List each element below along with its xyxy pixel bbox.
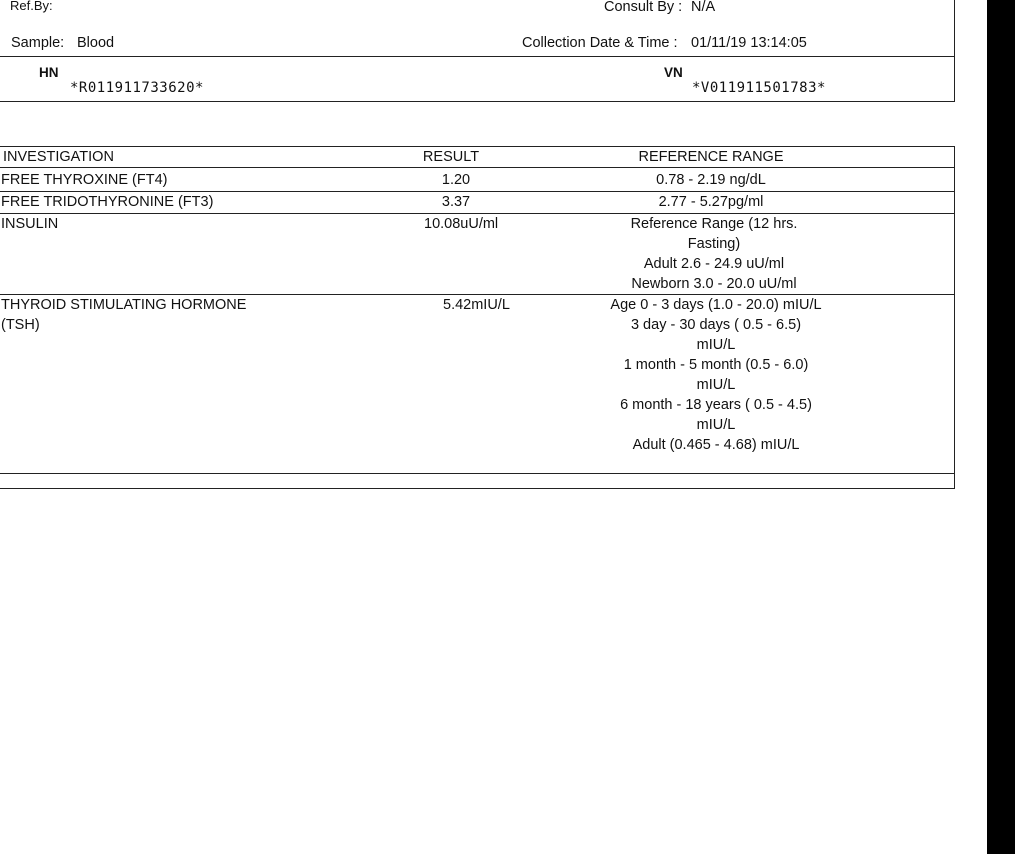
- reference-line: Reference Range (12 hrs.: [630, 216, 798, 232]
- result-value: 10.08uU/ml: [424, 216, 499, 232]
- reference-range: [566, 295, 866, 455]
- hn-barcode-text: *R011911733620*: [70, 80, 204, 96]
- reference-line: mIU/L: [696, 337, 736, 353]
- reference-line: Age 0 - 3 days (1.0 - 20.0) mIU/L: [610, 297, 822, 313]
- sample-value: Blood: [77, 35, 115, 51]
- consult-by-label: Consult By :: [604, 0, 683, 15]
- table-right-border: [954, 146, 955, 489]
- investigation-name-cont: (TSH): [1, 317, 40, 333]
- column-header-result: RESULT: [422, 149, 480, 165]
- collection-datetime-value: 01/11/19 13:14:05: [691, 35, 807, 51]
- collection-datetime-label: Collection Date & Time :: [522, 35, 678, 51]
- reference-line: mIU/L: [696, 417, 736, 433]
- sample-label: Sample:: [11, 35, 65, 51]
- reference-line: Fasting): [687, 236, 741, 252]
- hn-label: HN: [39, 65, 59, 80]
- reference-range: 0.78 - 2.19 ng/dL: [656, 172, 766, 188]
- vn-label: VN: [664, 65, 683, 80]
- row-divider: [0, 167, 955, 168]
- reference-line: Adult 2.6 - 24.9 uU/ml: [643, 256, 785, 272]
- screen-edge-bar: [987, 0, 1015, 854]
- reference-line: mIU/L: [696, 377, 736, 393]
- result-value: 1.20: [441, 172, 471, 188]
- header-right-border: [954, 0, 955, 102]
- vn-barcode-text: *V011911501783*: [692, 80, 826, 96]
- investigation-name: INSULIN: [1, 216, 59, 232]
- reference-line: 6 month - 18 years ( 0.5 - 4.5): [620, 397, 812, 413]
- reference-line: Newborn 3.0 - 20.0 uU/ml: [631, 276, 797, 292]
- table-bottom-border: [0, 488, 955, 489]
- consult-by-value: N/A: [691, 0, 716, 15]
- investigation-name: THYROID STIMULATING HORMONE: [1, 297, 247, 313]
- column-header-investigation: INVESTIGATION: [3, 149, 114, 165]
- header-bottom-border: [0, 101, 955, 102]
- reference-line: Adult (0.465 - 4.68) mIU/L: [632, 437, 800, 453]
- reference-range: [566, 214, 862, 294]
- ref-by-label: Ref.By:: [10, 0, 53, 13]
- reference-line: 1 month - 5 month (0.5 - 6.0): [623, 357, 809, 373]
- result-value: 5.42mIU/L: [443, 297, 510, 313]
- column-header-reference-range: REFERENCE RANGE: [638, 149, 784, 165]
- reference-range: 2.77 - 5.27pg/ml: [658, 194, 764, 210]
- reference-line: 3 day - 30 days ( 0.5 - 6.5): [630, 317, 802, 333]
- row-divider: [0, 473, 955, 474]
- result-value: 3.37: [441, 194, 471, 210]
- investigation-name: FREE TRIDOTHYRONINE (FT3): [1, 194, 214, 210]
- header-divider: [0, 56, 955, 57]
- investigation-name: FREE THYROXINE (FT4): [1, 172, 168, 188]
